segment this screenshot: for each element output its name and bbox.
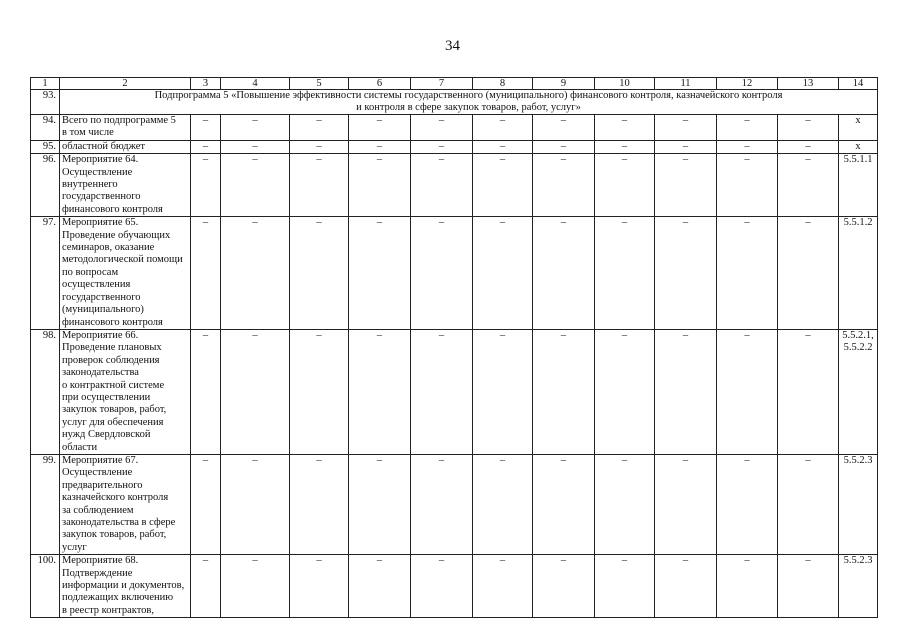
table-row — [31, 140, 878, 153]
row-number: 95. — [31, 140, 60, 153]
value-cell: – — [595, 140, 655, 153]
row-name-line: финансового контроля — [62, 316, 163, 328]
value-cell: – — [349, 140, 411, 153]
value-cell: – — [473, 555, 533, 618]
row-name-line: Мероприятие 68. — [62, 555, 139, 567]
value-cell: – — [533, 115, 595, 141]
row-name-line: (муниципального) — [62, 304, 144, 316]
row-name — [60, 555, 191, 618]
value-cell: – — [778, 454, 839, 554]
value-cell: – — [290, 329, 349, 454]
value-cell: – — [533, 140, 595, 153]
value-cell: – — [290, 217, 349, 330]
value-cell: – — [778, 154, 839, 217]
row-name-line: законодательства — [62, 367, 139, 379]
row-name-line: в том числе — [62, 127, 114, 139]
value-cell: – — [473, 329, 533, 454]
indicator-code — [839, 115, 878, 141]
value-cell: – — [473, 154, 533, 217]
value-cell: – — [473, 140, 533, 153]
indicator-code — [839, 154, 878, 217]
value-cell: – — [290, 154, 349, 217]
row-name-line: в реестр контрактов, — [62, 604, 154, 616]
row-name-line: государственного — [62, 291, 141, 303]
value-cell: – — [778, 217, 839, 330]
value-cell: – — [221, 555, 290, 618]
indicator-code-line: x — [855, 140, 861, 152]
row-name — [60, 329, 191, 454]
row-name — [60, 454, 191, 554]
row-name-line: проверок соблюдения — [62, 354, 160, 366]
value-cell: – — [191, 140, 221, 153]
row-name-line: при осуществлении — [62, 391, 151, 403]
row-name-line: областной бюджет — [62, 140, 145, 152]
value-cell: – — [595, 555, 655, 618]
value-cell: – — [778, 140, 839, 153]
table-row — [31, 217, 878, 330]
value-cell: – — [349, 329, 411, 454]
column-number-cell: 12 — [717, 78, 778, 90]
row-name-line: Мероприятие 66. — [62, 329, 139, 341]
column-number-cell: 5 — [290, 78, 349, 90]
indicator-code — [839, 140, 878, 153]
indicator-code-line: 5.5.2.3 — [843, 454, 873, 466]
indicator-code — [839, 217, 878, 330]
table-row — [31, 329, 878, 454]
value-cell: – — [655, 140, 717, 153]
value-cell: – — [411, 154, 473, 217]
value-cell: – — [411, 115, 473, 141]
value-cell: – — [473, 217, 533, 330]
row-name-line: за соблюдением — [62, 504, 134, 516]
column-number-cell: 3 — [191, 78, 221, 90]
value-cell: – — [221, 154, 290, 217]
indicator-code-line: 5.5.2.2 — [843, 342, 873, 354]
row-name-line: о контрактной системе — [62, 379, 165, 391]
row-name-line: Мероприятие 67. — [62, 454, 139, 466]
indicator-code-line: 5.5.1.2 — [843, 217, 873, 229]
row-name-line: предварительного — [62, 479, 143, 491]
row-name — [60, 140, 191, 153]
column-number-cell: 2 — [60, 78, 191, 90]
row-name-line: Осуществление внутреннего — [62, 166, 133, 191]
value-cell: – — [411, 329, 473, 454]
table-row — [31, 454, 878, 554]
value-cell: – — [191, 154, 221, 217]
column-number-cell: 14 — [839, 78, 878, 90]
value-cell: – — [717, 140, 778, 153]
row-name-line: законодательства в сфере — [62, 517, 176, 528]
row-name-line: государственного — [62, 191, 141, 203]
column-number-cell: 10 — [595, 78, 655, 90]
value-cell: – — [191, 454, 221, 554]
value-cell: – — [411, 140, 473, 153]
row-name-line: по вопросам — [62, 266, 119, 278]
column-number-cell: 1 — [31, 78, 60, 90]
subprogram-title-line: и контроля в сфере закупок товаров, работ, услуг» — [356, 102, 581, 113]
value-cell: – — [290, 140, 349, 153]
value-cell: – — [411, 217, 473, 330]
value-cell: – — [221, 454, 290, 554]
row-name-line: закупок товаров, работ, — [62, 404, 167, 416]
value-cell: – — [349, 115, 411, 141]
row-name-line: Мероприятие 65. — [62, 217, 139, 229]
row-name-line: услуг — [62, 541, 87, 553]
row-number: 97. — [31, 217, 60, 330]
table-row — [31, 555, 878, 618]
column-number-cell: 6 — [349, 78, 411, 90]
value-cell: – — [717, 217, 778, 330]
row-name-line: казначейского контроля — [62, 492, 169, 504]
row-name-line: осуществления — [62, 279, 131, 291]
column-number-cell: 8 — [473, 78, 533, 90]
indicator-code — [839, 555, 878, 618]
row-name-line: Проведение плановых — [62, 342, 162, 354]
indicator-code — [839, 454, 878, 554]
value-cell: – — [717, 154, 778, 217]
row-name — [60, 217, 191, 330]
value-cell: – — [221, 140, 290, 153]
value-cell: – — [595, 454, 655, 554]
value-cell: – — [717, 555, 778, 618]
row-name-line: закупок товаров, работ, — [62, 529, 167, 541]
row-name-line: финансового контроля — [62, 203, 163, 215]
row-name — [60, 115, 191, 141]
column-number-cell: 13 — [778, 78, 839, 90]
row-name-line: подлежащих включению — [62, 592, 174, 604]
program-table — [30, 77, 878, 618]
row-name-line: области — [62, 441, 98, 453]
value-cell: – — [595, 329, 655, 454]
value-cell: – — [595, 154, 655, 217]
value-cell: – — [717, 454, 778, 554]
row-name-line: методологической помощи — [62, 254, 183, 266]
column-numbers-row — [31, 78, 878, 90]
value-cell: – — [411, 454, 473, 554]
subprogram-title-line: Подпрограмма 5 «Повышение эффективности системы государственного (муниципального) финансового контроля, казначейского контроля — [154, 90, 783, 101]
indicator-code-line: 5.5.2.3 — [843, 555, 873, 567]
row-number: 98. — [31, 329, 60, 454]
row-number: 94. — [31, 115, 60, 141]
row-name-line: услуг для обеспечения — [62, 416, 164, 428]
column-number-cell: 11 — [655, 78, 717, 90]
value-cell: – — [473, 454, 533, 554]
value-cell: – — [717, 329, 778, 454]
row-number: 99. — [31, 454, 60, 554]
value-cell: – — [655, 115, 717, 141]
value-cell: – — [290, 115, 349, 141]
indicator-code — [839, 329, 878, 454]
value-cell: – — [595, 115, 655, 141]
column-number-cell: 4 — [221, 78, 290, 90]
subprogram-row — [31, 90, 878, 115]
indicator-code-line: 5.5.1.1 — [843, 154, 873, 166]
value-cell: – — [221, 217, 290, 330]
value-cell: – — [717, 115, 778, 141]
column-number-cell: 9 — [533, 78, 595, 90]
value-cell: – — [533, 217, 595, 330]
row-name — [60, 154, 191, 217]
value-cell: – — [533, 329, 595, 454]
column-number-cell: 7 — [411, 78, 473, 90]
indicator-code-line: x — [855, 115, 861, 126]
value-cell: – — [290, 454, 349, 554]
value-cell: – — [290, 555, 349, 618]
value-cell: – — [349, 154, 411, 217]
value-cell: – — [533, 454, 595, 554]
value-cell: – — [411, 555, 473, 618]
value-cell: – — [191, 217, 221, 330]
row-name-line: Проведение обучающих — [62, 229, 171, 241]
table-row — [31, 115, 878, 141]
value-cell: – — [655, 329, 717, 454]
value-cell: – — [778, 115, 839, 141]
row-name-line: Осуществление — [62, 467, 133, 479]
value-cell: – — [221, 115, 290, 141]
row-number: 93. — [31, 90, 60, 115]
value-cell: – — [473, 115, 533, 141]
value-cell: – — [655, 217, 717, 330]
value-cell: – — [349, 217, 411, 330]
table-body — [31, 78, 878, 618]
row-name-line: семинаров, оказание — [62, 242, 155, 254]
value-cell: – — [778, 329, 839, 454]
value-cell: – — [778, 555, 839, 618]
row-name-line: нужд Свердловской — [62, 429, 151, 441]
value-cell: – — [655, 555, 717, 618]
value-cell: – — [349, 454, 411, 554]
row-name-line: информации и документов, — [62, 580, 185, 592]
value-cell: – — [595, 217, 655, 330]
value-cell: – — [349, 555, 411, 618]
row-name-line: Подтверждение — [62, 567, 133, 579]
value-cell: – — [221, 329, 290, 454]
row-name-line: Всего по подпрограмме 5 — [62, 115, 176, 126]
row-name-line: Мероприятие 64. — [62, 154, 139, 166]
subprogram-title — [60, 90, 878, 115]
value-cell: – — [191, 329, 221, 454]
page-number: 34 — [445, 38, 460, 54]
value-cell: – — [191, 555, 221, 618]
row-number: 100. — [31, 555, 60, 618]
row-number: 96. — [31, 154, 60, 217]
value-cell: – — [533, 154, 595, 217]
indicator-code-line: 5.5.2.1, — [842, 329, 874, 341]
value-cell: – — [655, 454, 717, 554]
value-cell: – — [655, 154, 717, 217]
value-cell: – — [533, 555, 595, 618]
value-cell: – — [191, 115, 221, 141]
table-row — [31, 154, 878, 217]
